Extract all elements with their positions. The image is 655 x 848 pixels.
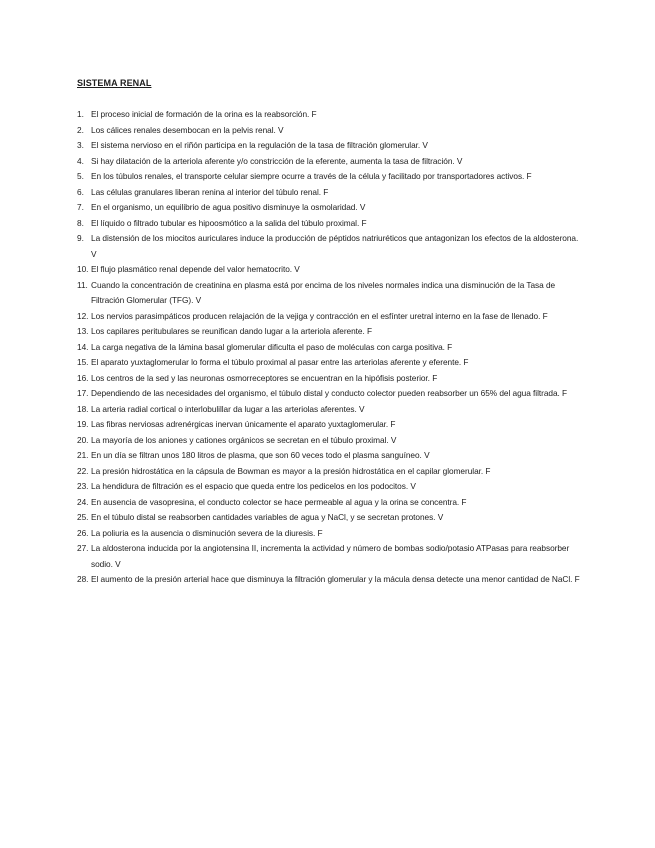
statement-number: 5. <box>77 171 84 181</box>
statement-item <box>77 417 582 433</box>
statement-text: El aparato yuxtaglomerular lo forma el túbulo proximal al pasar entre las arteriolas aferente y eferente. F <box>91 357 469 367</box>
statement-number: 16. <box>77 372 89 383</box>
statement-number: 8. <box>77 217 84 228</box>
statement-item <box>77 169 582 185</box>
statement-item <box>77 231 582 262</box>
statement-item <box>77 526 582 542</box>
statement-text: Las fibras nerviosas adrenérgicas inervan únicamente el aparato yuxtaglomerular. F <box>91 419 396 429</box>
statement-text: La mayoría de los aniones y cationes orgánicos se secretan en el túbulo proximal. V <box>91 434 397 445</box>
statement-number: 15. <box>77 357 89 367</box>
statement-text: La presión hidrostática en la cápsula de Bowman es mayor a la presión hidrostática en el capilar glomerular. F <box>91 465 491 476</box>
statement-item <box>77 386 582 402</box>
statement-number: 11. <box>77 279 88 290</box>
statement-number: 28. <box>77 574 89 584</box>
statement-item <box>77 340 582 356</box>
statement-item <box>77 495 582 511</box>
statement-number: 23. <box>77 481 89 491</box>
statement-number: 3. <box>77 140 84 150</box>
statement-item <box>77 107 582 123</box>
statement-item <box>77 200 582 216</box>
statement-text: En los túbulos renales, el transporte celular siempre ocurre a través de la célula y facilitado por transportadores activos. F <box>91 171 532 181</box>
statement-item <box>77 479 582 495</box>
document-title: SISTEMA RENAL <box>77 78 152 88</box>
statement-text: En el organismo, un equilibrio de agua positivo disminuye la osmolaridad. V <box>91 202 366 212</box>
statement-text: La hendidura de filtración es el espacio que queda entre los pedicelos en los podocitos. V <box>91 481 416 491</box>
statement-number: 2. <box>77 124 84 135</box>
statement-number: 14. <box>77 341 89 352</box>
statement-number: 18. <box>77 403 89 414</box>
statement-number: 19. <box>77 419 89 429</box>
statement-text: Dependiendo de las necesidades del organismo, el túbulo distal y conducto colector pueden reabsorber un 65% del agua filtrada. F <box>91 388 568 398</box>
statement-list <box>77 107 582 588</box>
statement-number: 13. <box>77 326 89 336</box>
statement-text: Los capilares peritubulares se reunifican dando lugar a la arteriola aferente. F <box>91 326 373 336</box>
statement-number: 26. <box>77 527 89 538</box>
statement-number: 1. <box>77 109 84 119</box>
statement-text: Cuando la concentración de creatinina en plasma está por encima de los niveles normales indica una disminución de la Tasa de Filtración Glomerular (TFG). V <box>91 279 556 305</box>
statement-item <box>77 216 582 232</box>
statement-item <box>77 572 582 588</box>
statement-number: 22. <box>77 465 89 476</box>
statement-number: 21. <box>77 450 89 460</box>
statement-number: 12. <box>77 310 89 321</box>
statement-text: En el túbulo distal se reabsorben cantidades variables de agua y NaCl, y se secretan protones. V <box>91 512 444 522</box>
statement-text: La poliuria es la ausencia o disminución severa de la diuresis. F <box>91 527 323 538</box>
statement-text: Los nervios parasimpáticos producen relajación de la vejiga y contracción en el esfínter uretral interno en la fase de llenado. F <box>91 310 548 321</box>
statement-number: 17. <box>77 388 89 398</box>
statement-item <box>77 262 582 278</box>
statement-item <box>77 309 582 325</box>
statement-text: Si hay dilatación de la arteriola aferente y/o constricción de la eferente, aumenta la tasa de filtración. V <box>91 155 463 166</box>
statement-item <box>77 154 582 170</box>
statement-text: Los cálices renales desembocan en la pelvis renal. V <box>91 124 284 135</box>
statement-item <box>77 448 582 464</box>
statement-number: 20. <box>77 434 89 445</box>
statement-number: 27. <box>77 543 89 553</box>
statement-text: El líquido o filtrado tubular es hipoosmótico a la salida del túbulo proximal. F <box>91 217 367 228</box>
statement-item <box>77 510 582 526</box>
statement-text: El aumento de la presión arterial hace que disminuya la filtración glomerular y la mácula densa detecte una menor cantidad de NaCl. F <box>91 574 580 584</box>
statement-item <box>77 278 582 309</box>
statement-text: La distensión de los miocitos auriculares induce la producción de péptidos natriuréticos que antagonizan los efectos de la aldosterona. V <box>91 233 579 259</box>
statement-text: En ausencia de vasopresina, el conducto colector se hace permeable al agua y la orina se concentra. F <box>91 496 467 507</box>
statement-item <box>77 371 582 387</box>
statement-text: La carga negativa de la lámina basal glomerular dificulta el paso de moléculas con carga positiva. F <box>91 341 453 352</box>
statement-number: 10. <box>77 264 89 274</box>
statement-item <box>77 464 582 480</box>
statement-number: 6. <box>77 186 84 197</box>
statement-text: Los centros de la sed y las neuronas osmorreceptores se encuentran en la hipófisis posterior. F <box>91 372 438 383</box>
statement-text: La arteria radial cortical o interlobulillar da lugar a las arteriolas aferentes. V <box>91 403 365 414</box>
statement-text: El sistema nervioso en el riñón participa en la regulación de la tasa de filtración glomerular. V <box>91 140 428 150</box>
statement-number: 24. <box>77 496 89 507</box>
statement-item <box>77 433 582 449</box>
statement-text: Las células granulares liberan renina al interior del túbulo renal. F <box>91 186 329 197</box>
statement-item <box>77 324 582 340</box>
statement-item <box>77 123 582 139</box>
statement-item <box>77 138 582 154</box>
statement-number: 25. <box>77 512 89 522</box>
statement-text: La aldosterona inducida por la angiotensina II, incrementa la actividad y número de bombas sodio/potasio ATPasas para reabsorber sodio. V <box>91 543 570 569</box>
statement-text: En un día se filtran unos 180 litros de plasma, que son 60 veces todo el plasma sanguíneo. V <box>91 450 430 460</box>
statement-item <box>77 355 582 371</box>
statement-item <box>77 402 582 418</box>
statement-item <box>77 541 582 572</box>
statement-number: 7. <box>77 202 84 212</box>
statement-number: 4. <box>77 155 84 166</box>
statement-text: El flujo plasmático renal depende del valor hematocrito. V <box>91 264 300 274</box>
statement-number: 9. <box>77 233 84 243</box>
statement-item <box>77 185 582 201</box>
statement-text: El proceso inicial de formación de la orina es la reabsorción. F <box>91 109 317 119</box>
